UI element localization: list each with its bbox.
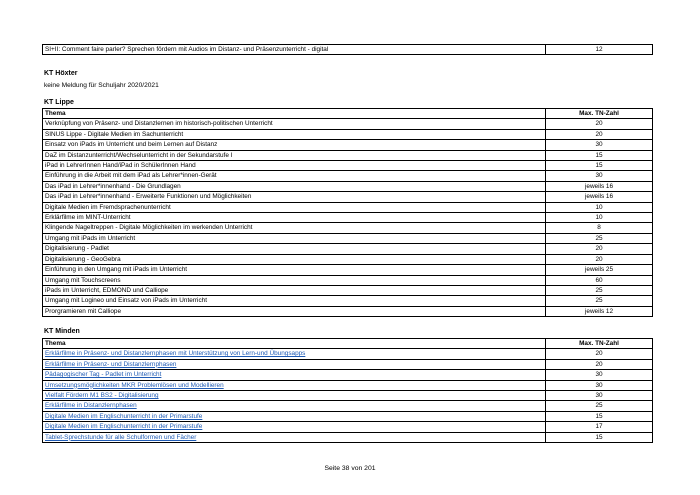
tn-cell: jeweils 12 (546, 306, 653, 316)
thema-link[interactable]: Vielfalt Fördern M1 BS2 - Digitalisierung (43, 391, 546, 401)
tn-cell: 30 (546, 140, 653, 150)
thema-cell: Verknüpfung von Präsenz- und Distanzlernen im historisch-politischen Unterricht (43, 119, 546, 129)
table-row (43, 285, 653, 295)
tn-cell: 30 (546, 380, 653, 390)
tn-cell: 15 (546, 411, 653, 421)
page-footer: Seite 38 von 201 (324, 465, 376, 472)
thema-cell: Digitale Medien im Fremdsprachenunterricht (43, 202, 546, 212)
table-row (43, 254, 653, 264)
table-row (43, 161, 653, 171)
table-row (43, 223, 653, 233)
table-header-row (43, 109, 653, 119)
tn-cell: 20 (546, 119, 653, 129)
thema-cell: Digitalisierung - GeoGebra (43, 254, 546, 264)
thema-link[interactable]: Pädagogischer Tag - Padlet im Unterricht (43, 370, 546, 380)
tn-cell: 20 (546, 244, 653, 254)
tn-cell: 15 (546, 150, 653, 160)
tn-cell: 30 (546, 370, 653, 380)
thema-cell: Erklärfilme im MINT-Unterricht (43, 213, 546, 223)
table-row (43, 213, 653, 223)
table-row (43, 432, 653, 442)
thema-cell: Das iPad in Lehrer*innenhand - Erweiterte Funktionen und Möglichkeiten (43, 192, 546, 202)
tn-cell: 12 (546, 45, 653, 55)
table-row (43, 129, 653, 139)
section-title-minden: KT Minden (44, 328, 80, 335)
section-title-hoexter: KT Höxter (44, 70, 78, 77)
table-row (43, 233, 653, 243)
tn-cell: 15 (546, 161, 653, 171)
tn-cell: 25 (546, 296, 653, 306)
table-row (43, 181, 653, 191)
thema-cell: Prorgramieren mit Calliope (43, 306, 546, 316)
header-tn: Max. TN-Zahl (546, 339, 653, 349)
thema-link[interactable]: Erklärfilme in Distanzlernphasen (43, 401, 546, 411)
table-row (43, 140, 653, 150)
top-table (42, 44, 653, 55)
table-row (43, 275, 653, 285)
thema-link[interactable]: Umsetzungsmöglichkeiten MKR Problemlösen und Modellieren (43, 380, 546, 390)
tn-cell: 20 (546, 359, 653, 369)
table-row (43, 171, 653, 181)
table-row (43, 265, 653, 275)
thema-cell: Das iPad in Lehrer*innenhand - Die Grundlagen (43, 181, 546, 191)
table-row (43, 401, 653, 411)
table-row (43, 306, 653, 316)
tn-cell: 25 (546, 401, 653, 411)
thema-cell: Umgang mit Logineo und Einsatz von iPads im Unterricht (43, 296, 546, 306)
table-row (43, 202, 653, 212)
table-row (43, 119, 653, 129)
table-header-row (43, 339, 653, 349)
tn-cell: 15 (546, 432, 653, 442)
table-row (43, 380, 653, 390)
thema-link[interactable]: Digitale Medien im Englischunterricht in der Primarstufe (43, 422, 546, 432)
header-thema: Thema (43, 109, 546, 119)
tn-cell: 20 (546, 129, 653, 139)
tn-cell: jeweils 16 (546, 192, 653, 202)
thema-cell: iPad in LehrerInnen Hand/iPad in SchülerInnen Hand (43, 161, 546, 171)
tn-cell: 8 (546, 223, 653, 233)
table-row (43, 192, 653, 202)
table-row (43, 244, 653, 254)
tn-cell: 10 (546, 213, 653, 223)
table-row (43, 391, 653, 401)
thema-cell: Einsatz von iPads im Unterricht und beim Lernen auf Distanz (43, 140, 546, 150)
tn-cell: 17 (546, 422, 653, 432)
tn-cell: 10 (546, 202, 653, 212)
thema-cell: Digitalisierung - Padlet (43, 244, 546, 254)
thema-cell: SI+II: Comment faire parler? Sprechen fördern mit Audios im Distanz- und Präsenzunterricht - digital (43, 45, 546, 55)
tn-cell: 20 (546, 349, 653, 359)
table-row (43, 411, 653, 421)
tn-cell: 30 (546, 171, 653, 181)
tn-cell: jeweils 16 (546, 181, 653, 191)
tn-cell: 25 (546, 233, 653, 243)
section-title-lippe: KT Lippe (44, 99, 74, 106)
tn-cell: 25 (546, 285, 653, 295)
thema-cell: Einführung in den Umgang mit iPads im Unterricht (43, 265, 546, 275)
thema-cell: DaZ im Distanzunterricht/Wechselunterricht in der Sekundarstufe I (43, 150, 546, 160)
table-row (43, 359, 653, 369)
thema-link[interactable]: Erklärfilme in Präsenz- und Distanzlernphasen (43, 359, 546, 369)
thema-cell: iPads im Unterricht, EDMOND und Calliope (43, 285, 546, 295)
tn-cell: 20 (546, 254, 653, 264)
table-row (43, 422, 653, 432)
lippe-table (42, 108, 653, 317)
thema-cell: Klingende Nageltreppen - Digitale Möglichkeiten im werkenden Unterricht (43, 223, 546, 233)
thema-cell: Umgang mit iPads im Unterricht (43, 233, 546, 243)
header-thema: Thema (43, 339, 546, 349)
thema-link[interactable]: Tablet-Sprechstunde für alle Schulformen und Fächer (43, 432, 546, 442)
minden-table (42, 338, 653, 443)
thema-cell: Einführung in die Arbeit mit dem iPad als Lehrer*innen-Gerät (43, 171, 546, 181)
thema-cell: Umgang mit Touchscreens (43, 275, 546, 285)
hoexter-note: keine Meldung für Schuljahr 2020/2021 (44, 82, 159, 89)
thema-link[interactable]: Erklärfilme in Präsenz- und Distanzlernphasen mit Unterstützung von Lern-und Übungsapps (43, 349, 546, 359)
tn-cell: 60 (546, 275, 653, 285)
table-row (43, 150, 653, 160)
header-tn: Max. TN-Zahl (546, 109, 653, 119)
tn-cell: 30 (546, 391, 653, 401)
table-row (43, 349, 653, 359)
thema-cell: SINUS Lippe - Digitale Medien im Sachunterricht (43, 129, 546, 139)
table-row (43, 45, 653, 55)
thema-link[interactable]: Digitale Medien im Englischunterricht in der Primarstufe (43, 411, 546, 421)
tn-cell: jeweils 25 (546, 265, 653, 275)
table-row (43, 296, 653, 306)
table-row (43, 370, 653, 380)
